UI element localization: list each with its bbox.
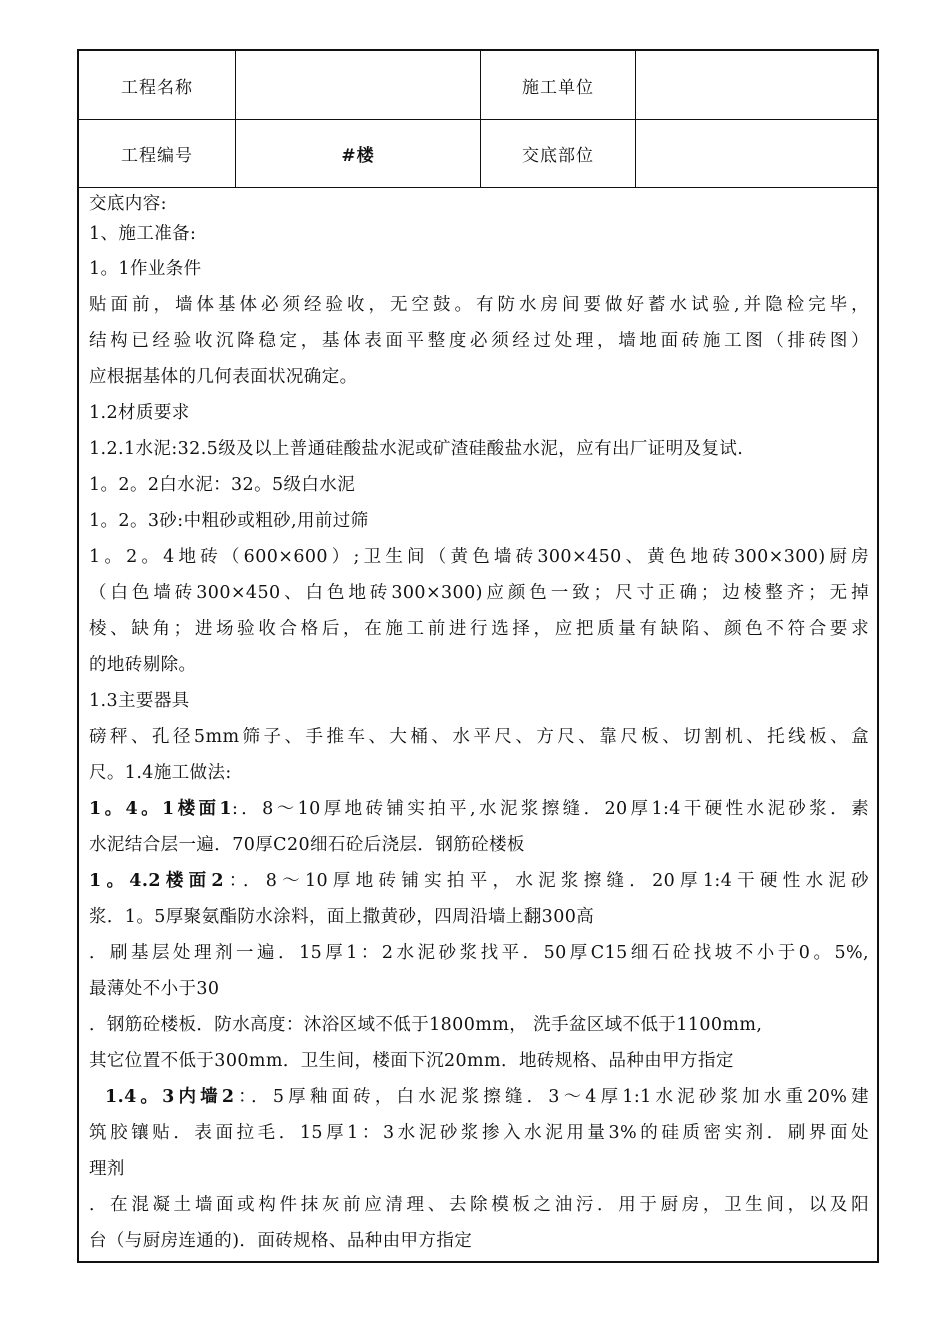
text-line: 贴面前，墙体基体必须经验收，无空鼓。有防水房间要做好蓄水试验,并隐检完毕， — [89, 295, 869, 315]
text-span: ：．8～10厚地砖铺实拍平，水泥浆擦缝．20厚1:4干硬性水泥砂 — [224, 871, 869, 891]
handover-part-value — [636, 120, 877, 187]
section-1-3-heading: 1.3主要器具 — [89, 691, 190, 711]
section-1-2-heading: 1.2材质要求 — [89, 403, 190, 423]
text-line: 理剂 — [89, 1159, 125, 1179]
text-line: ．刷基层处理剂一遍．15厚1：2水泥砂浆找平．50厚C15细石砼找坡不小于0。5%, — [89, 943, 869, 963]
header-row-2 — [79, 120, 877, 188]
text-line — [89, 1079, 869, 1115]
section-1-1-heading: 1。1作业条件 — [89, 259, 202, 279]
header-row-1 — [79, 51, 877, 120]
header-divider-1 — [235, 51, 236, 187]
construction-unit-label: 施工单位 — [522, 77, 594, 98]
text-line: 1。2。4地砖（600×600）;卫生间（黄色墙砖300×450、黄色地砖300×300)厨房 — [89, 547, 869, 567]
handover-part-label: 交底部位 — [522, 146, 594, 166]
text-line: 尺。1.4施工做法: — [89, 763, 232, 783]
text-line — [89, 863, 869, 899]
text-line — [89, 791, 869, 827]
text-line: 浆．1。5厚聚氨酯防水涂料，面上撒黄砂，四周沿墙上翻300高 — [89, 907, 595, 927]
section-1-4-2-heading: 1。4.2楼面2 — [89, 871, 224, 891]
text-line: ．钢筋砼楼板．防水高度：沐浴区域不低于1800mm， 洗手盆区域不低于1100mm, — [89, 1015, 763, 1035]
text-line: 1.2.1水泥:32.5级及以上普通硅酸盐水泥或矿渣硅酸盐水泥，应有出厂证明及复试. — [89, 439, 744, 459]
text-line: 结构已经验收沉降稳定，基体表面平整度必须经过处理，墙地面砖施工图（排砖图） — [89, 331, 869, 351]
text-line: 磅秤、孔径5mm筛子、手推车、大桶、水平尺、方尺、靠尺板、切割机、托线板、盒 — [89, 727, 869, 747]
text-line: 应根据基体的几何表面状况确定。 — [89, 367, 358, 387]
project-name-label: 工程名称 — [121, 77, 193, 98]
text-line: （白色墙砖300×450、白色地砖300×300)应颜色一致；尺寸正确；边棱整齐；无掉 — [89, 583, 869, 603]
project-number-label: 工程编号 — [121, 146, 193, 166]
text-line: 1。2。2白水泥：32。5级白水泥 — [89, 475, 356, 495]
project-number-value: #楼 — [341, 146, 375, 166]
project-name-value — [236, 51, 480, 119]
text-span: :．8～10厚地砖铺实拍平,水泥浆擦缝．20厚1:4干硬性水泥砂浆．素 — [231, 799, 869, 819]
text-line: 台（与厨房连通的)．面砖规格、品种由甲方指定 — [89, 1231, 473, 1251]
text-line: 水泥结合层一遍．70厚C20细石砼后浇层．钢筋砼楼板 — [89, 835, 525, 855]
section-1-4-1-heading: 1。4。1楼面1 — [89, 799, 232, 819]
text-line: 棱、缺角；进场验收合格后，在施工前进行选择，应把质量有缺陷、颜色不符合要求 — [89, 619, 869, 639]
text-line: 1。2。3砂:中粗砂或粗砂,用前过筛 — [89, 511, 369, 531]
handover-content — [89, 191, 869, 1259]
header-divider-3 — [635, 51, 636, 187]
section-1-heading: 1、施工准备: — [89, 224, 197, 244]
text-span: ：．5厚釉面砖，白水泥浆擦缝．3～4厚1:1水泥砂浆加水重20%建 — [234, 1087, 869, 1107]
text-line: 的地砖剔除。 — [89, 655, 197, 675]
content-heading: 交底内容: — [89, 194, 167, 214]
section-1-4-3-heading: 1.4。3内墙2 — [105, 1087, 235, 1107]
construction-unit-value — [636, 51, 877, 119]
header-divider-2 — [480, 51, 481, 187]
text-line: ．在混凝土墙面或构件抹灰前应清理、去除模板之油污．用于厨房，卫生间，以及阳 — [89, 1195, 869, 1215]
text-line: 筑胶镶贴．表面拉毛．15厚1：3水泥砂浆掺入水泥用量3%的硅质密实剂．刷界面处 — [89, 1123, 869, 1143]
text-line: 最薄处不小于30 — [89, 979, 220, 999]
handover-form — [77, 49, 879, 1263]
text-line: 其它位置不低于300mm．卫生间，楼面下沉20mm．地砖规格、品种由甲方指定 — [89, 1051, 734, 1071]
